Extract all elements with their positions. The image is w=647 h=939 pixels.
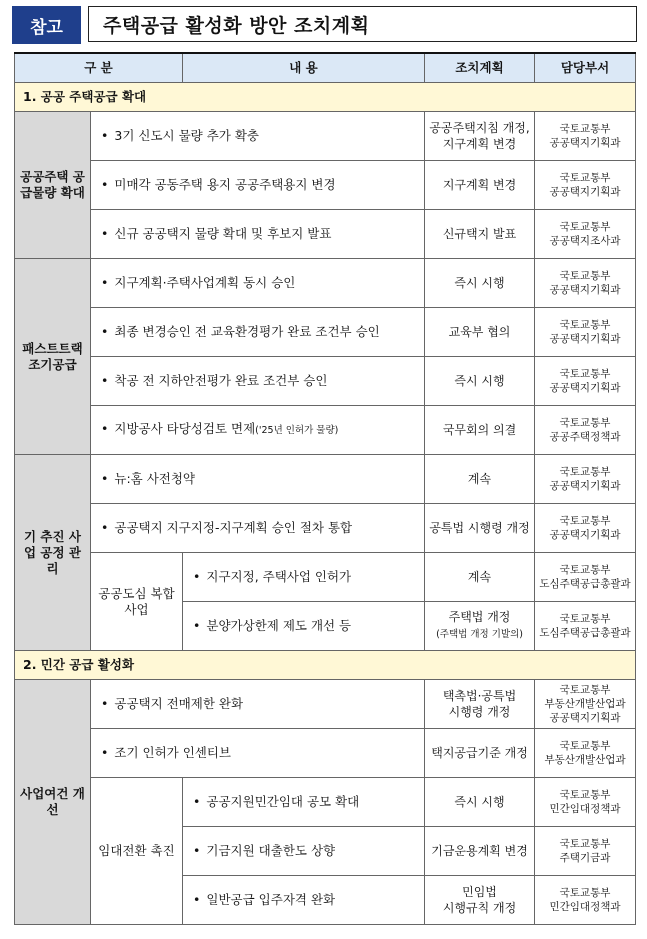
dept-cell — [535, 504, 636, 553]
content-text: 지구지정, 주택사업 인허가 — [206, 569, 352, 584]
table-row — [15, 680, 636, 729]
dept-cell — [535, 729, 636, 778]
plan-line: 즉시 시행 — [454, 374, 505, 388]
content-text: 신규 공공택지 물량 확대 및 후보지 발표 — [114, 226, 332, 241]
dept-line: 국토교통부 — [559, 740, 611, 752]
section-row — [15, 83, 636, 112]
plan-line: 택촉법·공특법 — [442, 689, 517, 703]
category-label: 공공주택 공급물량 확대 — [20, 169, 85, 200]
table-row — [15, 210, 636, 259]
content-note: ('25년 인허가 물량) — [255, 425, 339, 436]
subcategory-label: 임대전환 촉진 — [98, 843, 175, 858]
plan-cell — [425, 161, 535, 210]
plan-line: 민임법 — [462, 885, 497, 899]
plan-line: 기금운용계획 변경 — [431, 844, 528, 858]
content-cell: • 공공택지 지구지정-지구계획 승인 절차 통합 — [91, 504, 425, 553]
plan-line: 지구계획 변경 — [442, 178, 517, 192]
dept-line: 국토교통부 — [559, 270, 611, 282]
dept-line: 공공택지기획과 — [549, 284, 621, 296]
plan-cell — [425, 778, 535, 827]
dept-line: 국토교통부 — [559, 123, 611, 135]
plan-cell — [425, 602, 535, 651]
dept-line: 국토교통부 — [559, 789, 611, 801]
table-row — [15, 308, 636, 357]
dept-line: 국토교통부 — [559, 172, 611, 184]
category-cell — [15, 680, 91, 925]
dept-cell — [535, 876, 636, 925]
table-row — [15, 455, 636, 504]
category-label: 기 추진 사업 공정 관리 — [23, 528, 81, 576]
page-title: 주택공급 활성화 방안 조치계획 — [88, 6, 637, 42]
content-cell: • 신규 공공택지 물량 확대 및 후보지 발표 — [91, 210, 425, 259]
plan-cell — [425, 876, 535, 925]
content-text: 공공택지 전매제한 완화 — [114, 696, 244, 711]
subcategory-cell — [91, 553, 183, 651]
plan-cell — [425, 680, 535, 729]
plan-line: 시행규칙 개정 — [442, 901, 517, 915]
header — [12, 6, 637, 44]
dept-line: 국토교통부 — [559, 613, 611, 625]
header-plan: 조치계획 — [425, 53, 535, 83]
plan-cell — [425, 112, 535, 161]
plan-line: 계속 — [467, 570, 492, 584]
dept-line: 부동산개발산업과 — [544, 698, 626, 710]
plan-line: 신규택지 발표 — [442, 227, 517, 241]
table-header-row — [15, 53, 636, 83]
dept-line: 공공택지기획과 — [549, 480, 621, 492]
plan-line: 시행령 개정 — [448, 705, 511, 719]
dept-line: 도심주택공급총괄과 — [539, 578, 631, 590]
content-text: 일반공급 입주자격 완화 — [206, 892, 336, 907]
dept-line: 국토교통부 — [559, 466, 611, 478]
content-cell: • 지방공사 타당성검토 면제('25년 인허가 물량) — [91, 406, 425, 455]
table-row — [15, 112, 636, 161]
content-text: 지방공사 타당성검토 면제 — [114, 421, 256, 436]
subcategory-label: 공공도심 복합사업 — [98, 585, 175, 617]
dept-line: 공공택지기획과 — [549, 382, 621, 394]
plan-line: 주택법 개정 — [448, 610, 511, 624]
content-text: 공공택지 지구지정-지구계획 승인 절차 통합 — [114, 520, 353, 535]
dept-cell — [535, 112, 636, 161]
category-cell — [15, 259, 91, 455]
subcategory-cell — [91, 778, 183, 925]
dept-line: 공공택지기획과 — [549, 529, 621, 541]
content-cell: • 조기 인허가 인센티브 — [91, 729, 425, 778]
plan-line: 공공주택지침 개정, — [429, 121, 530, 135]
content-cell: • 분양가상한제 제도 개선 등 — [183, 602, 425, 651]
content-cell: • 지구계획·주택사업계획 동시 승인 — [91, 259, 425, 308]
table-row — [15, 553, 636, 602]
dept-cell — [535, 455, 636, 504]
section-title: 2. 민간 공급 활성화 — [15, 651, 636, 680]
plan-cell — [425, 729, 535, 778]
dept-cell — [535, 210, 636, 259]
dept-line: 국토교통부 — [559, 417, 611, 429]
reference-badge: 참고 — [12, 6, 81, 44]
dept-line: 국토교통부 — [559, 368, 611, 380]
table-row — [15, 161, 636, 210]
dept-line: 국토교통부 — [559, 221, 611, 233]
content-cell: • 3기 신도시 물량 추가 확충 — [91, 112, 425, 161]
dept-line: 국토교통부 — [559, 564, 611, 576]
content-cell: • 착공 전 지하안전평가 완료 조건부 승인 — [91, 357, 425, 406]
dept-line: 공공택지기획과 — [549, 137, 621, 149]
content-text: 뉴:홈 사전청약 — [114, 471, 196, 486]
dept-line: 공공택지조사과 — [549, 235, 621, 247]
content-text: 미매각 공동주택 용지 공공주택용지 변경 — [114, 177, 336, 192]
plan-cell — [425, 504, 535, 553]
dept-line: 국토교통부 — [559, 887, 611, 899]
dept-line: 공공택지기획과 — [549, 333, 621, 345]
plan-line: 계속 — [467, 472, 492, 486]
plan-cell — [425, 357, 535, 406]
dept-line: 부동산개발산업과 — [544, 754, 626, 766]
dept-line: 도심주택공급총괄과 — [539, 627, 631, 639]
dept-line: 공공택지기획과 — [549, 186, 621, 198]
content-cell: • 일반공급 입주자격 완화 — [183, 876, 425, 925]
dept-cell — [535, 553, 636, 602]
table-row — [15, 778, 636, 827]
table-row — [15, 504, 636, 553]
plan-cell — [425, 827, 535, 876]
table-row — [15, 406, 636, 455]
header-content: 내 용 — [183, 53, 425, 83]
dept-line: 국토교통부 — [559, 515, 611, 527]
plan-line: 택지공급기준 개정 — [431, 746, 528, 760]
content-text: 조기 인허가 인센티브 — [114, 745, 231, 760]
dept-cell — [535, 680, 636, 729]
header-dept: 담당부서 — [535, 53, 636, 83]
content-cell: • 공공지원민간임대 공모 확대 — [183, 778, 425, 827]
plan-cell — [425, 259, 535, 308]
plan-cell — [425, 455, 535, 504]
dept-cell — [535, 778, 636, 827]
header-category: 구 분 — [15, 53, 183, 83]
plan-cell — [425, 553, 535, 602]
content-cell: • 최종 변경승인 전 교육환경평가 완료 조건부 승인 — [91, 308, 425, 357]
content-cell: • 뉴:홈 사전청약 — [91, 455, 425, 504]
dept-line: 공공택지기획과 — [549, 712, 621, 724]
plan-cell — [425, 406, 535, 455]
content-text: 공공지원민간임대 공모 확대 — [206, 794, 360, 809]
table-row — [15, 259, 636, 308]
dept-cell — [535, 827, 636, 876]
content-cell: • 공공택지 전매제한 완화 — [91, 680, 425, 729]
content-text: 최종 변경승인 전 교육환경평가 완료 조건부 승인 — [114, 324, 380, 339]
dept-line: 공공주택정책과 — [549, 431, 621, 443]
table-row — [15, 729, 636, 778]
category-cell — [15, 112, 91, 259]
plan-cell — [425, 210, 535, 259]
content-text: 착공 전 지하안전평가 완료 조건부 승인 — [114, 373, 328, 388]
dept-line: 국토교통부 — [559, 319, 611, 331]
dept-cell — [535, 406, 636, 455]
dept-cell — [535, 357, 636, 406]
content-cell: • 지구지정, 주택사업 인허가 — [183, 553, 425, 602]
dept-cell — [535, 602, 636, 651]
dept-line: 민간임대정책과 — [549, 901, 621, 913]
dept-line: 국토교통부 — [559, 838, 611, 850]
content-cell: • 기금지원 대출한도 상향 — [183, 827, 425, 876]
dept-cell — [535, 161, 636, 210]
plan-line: 즉시 시행 — [454, 795, 505, 809]
dept-line: 국토교통부 — [559, 684, 611, 696]
section-title: 1. 공공 주택공급 확대 — [15, 83, 636, 112]
content-text: 분양가상한제 제도 개선 등 — [206, 618, 352, 633]
content-text: 3기 신도시 물량 추가 확충 — [114, 128, 259, 143]
plan-line: (주택법 개정 기발의) — [436, 629, 523, 640]
plan-line: 즉시 시행 — [454, 276, 505, 290]
plan-cell — [425, 308, 535, 357]
table-row — [15, 357, 636, 406]
plan-line: 지구계획 변경 — [442, 137, 517, 151]
content-cell: • 미매각 공동주택 용지 공공주택용지 변경 — [91, 161, 425, 210]
section-row — [15, 651, 636, 680]
dept-line: 주택기금과 — [559, 852, 611, 864]
plan-line: 공특법 시행령 개정 — [429, 521, 530, 535]
content-text: 지구계획·주택사업계획 동시 승인 — [114, 275, 296, 290]
category-label: 사업여건 개선 — [20, 786, 85, 817]
dept-cell — [535, 308, 636, 357]
action-plan-table — [14, 52, 636, 925]
content-text: 기금지원 대출한도 상향 — [206, 843, 336, 858]
dept-line: 민간임대정책과 — [549, 803, 621, 815]
category-cell — [15, 455, 91, 651]
dept-cell — [535, 259, 636, 308]
plan-line: 교육부 협의 — [448, 325, 511, 339]
plan-line: 국무회의 의결 — [442, 423, 517, 437]
category-label: 패스트트랙 조기공급 — [22, 340, 83, 372]
